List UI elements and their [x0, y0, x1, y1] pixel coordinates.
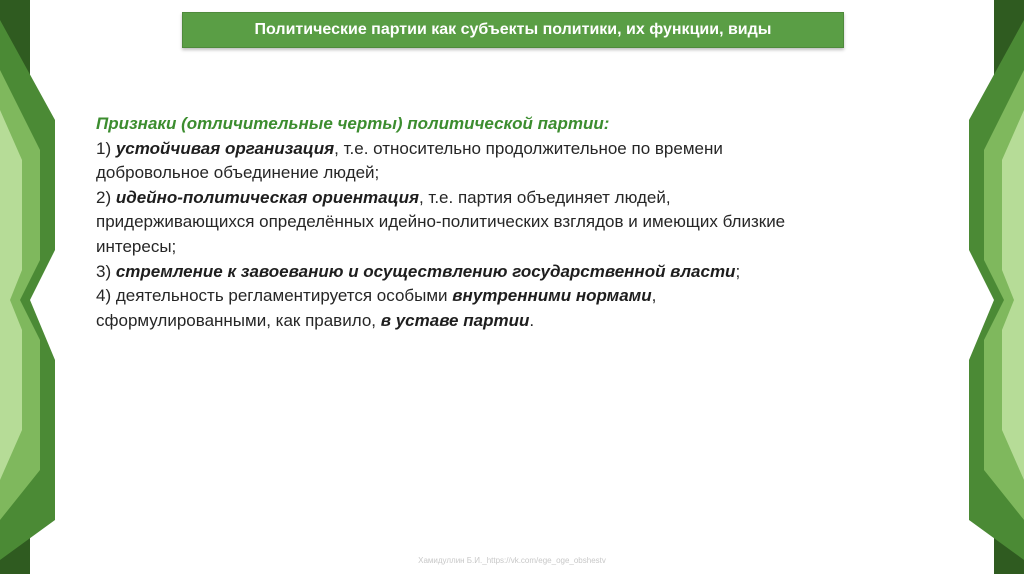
slide-title: Политические партии как субъекты политики, их функции, виды [254, 21, 772, 38]
slide-content [96, 112, 916, 333]
item-text: , т.е. относительно продолжительное по времени [334, 138, 723, 158]
item-number: 2) [96, 187, 116, 207]
item-text: деятельность регламентируется особыми [115, 286, 453, 306]
item-term: идейно-политическая ориентация [115, 187, 419, 207]
list-item-1 [96, 137, 916, 186]
item-number: 3) [96, 261, 116, 281]
item-number: 4) [96, 286, 116, 306]
item-term: стремление к завоеванию и осуществлению государственной власти [115, 261, 736, 281]
list-item-3 [96, 260, 916, 285]
right-decoration [924, 0, 1024, 574]
slide-footer: Хамидуллин Б.И._https://vk.com/ege_oge_obshestv [418, 556, 606, 565]
item-term: внутренними нормами [452, 286, 652, 306]
left-decoration [0, 0, 100, 574]
item-text: придерживающихся определённых идейно-политических взглядов и имеющих близкие [96, 212, 786, 232]
list-item-2 [96, 186, 916, 260]
item-term: в уставе партии [380, 310, 530, 330]
list-item-4 [96, 284, 916, 333]
item-term: устойчивая организация [115, 138, 335, 158]
item-text: . [529, 310, 535, 330]
slide-title-bar [182, 12, 844, 48]
item-text: , [651, 286, 657, 306]
item-text: ; [735, 261, 741, 281]
item-text: добровольное объединение людей; [96, 163, 380, 183]
item-number: 1) [96, 138, 116, 158]
item-text: , т.е. партия объединяет людей, [418, 187, 671, 207]
item-text: интересы; [96, 236, 177, 256]
features-heading: Признаки (отличительные черты) политической партии: [96, 114, 610, 133]
item-text: сформулированными, как правило, [96, 310, 381, 330]
